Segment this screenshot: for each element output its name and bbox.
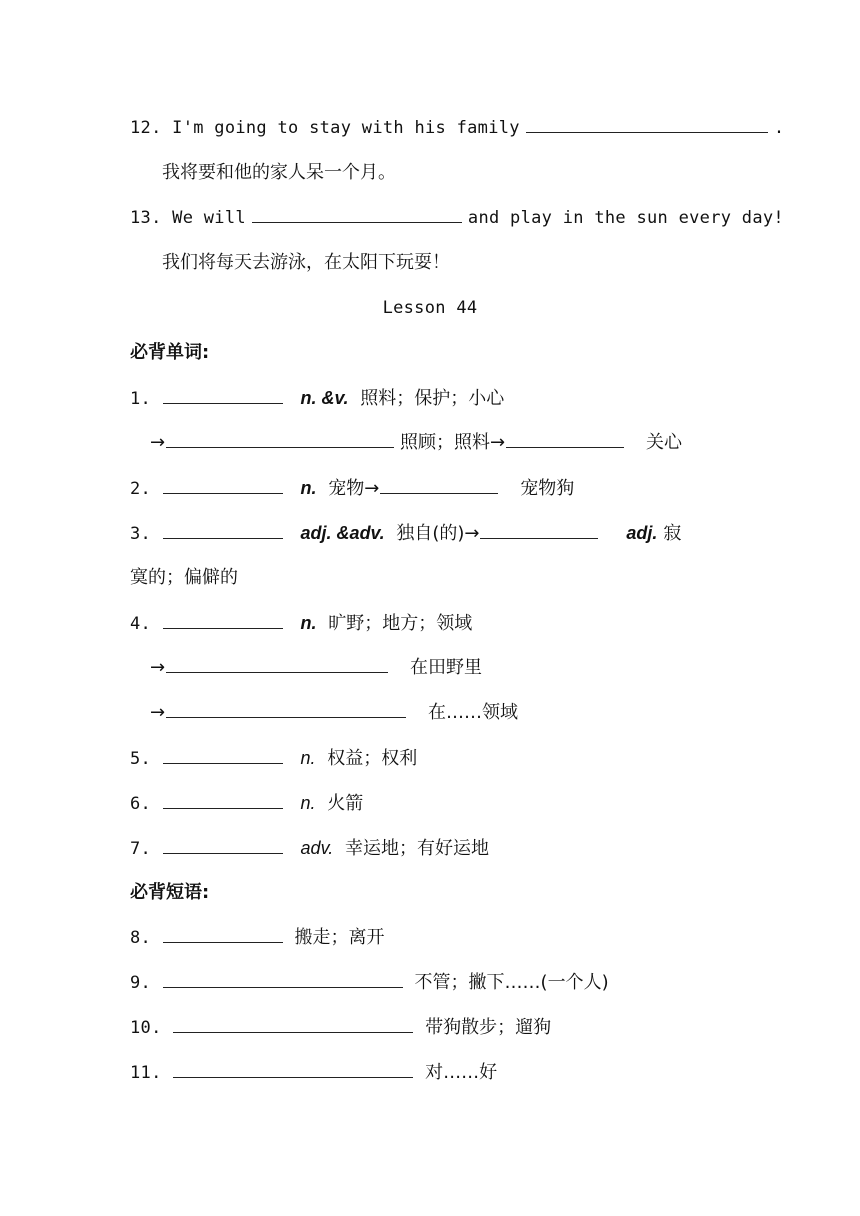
item-number: 8. <box>130 928 152 948</box>
phrase-item-8 <box>130 923 732 953</box>
phrase-meaning: 在……领域 <box>428 702 518 723</box>
part-of-speech: n. <box>300 748 316 768</box>
phrase-meaning: 不管；撇下……(一个人) <box>414 972 609 993</box>
item-number: 6. <box>130 794 152 814</box>
item-number: 7. <box>130 839 152 859</box>
exercise-12-translation: 我将要和他的家人呆一个月。 <box>162 162 396 183</box>
answer-blank[interactable] <box>163 924 283 943</box>
word-item-4-phrase-1 <box>150 653 732 683</box>
answer-blank[interactable] <box>163 520 283 539</box>
lesson-title: Lesson 44 <box>382 298 478 318</box>
word-item-3-continued: 寞的；偏僻的 <box>130 567 238 588</box>
answer-blank[interactable] <box>163 475 283 494</box>
sentence-prefix: We will <box>172 208 246 228</box>
part-of-speech: n. <box>300 613 317 633</box>
item-number: 13. <box>130 208 162 228</box>
word-meaning: 独自(的) <box>396 523 465 544</box>
section-heading-phrases: 必背短语: <box>130 882 210 903</box>
answer-blank[interactable] <box>173 1014 413 1033</box>
answer-blank[interactable] <box>526 114 768 133</box>
word-item-6 <box>130 788 732 818</box>
item-number: 5. <box>130 749 152 769</box>
section-heading-words: 必背单词: <box>130 342 210 363</box>
answer-blank[interactable] <box>163 385 283 404</box>
derivative-meaning: 照顾；照料 <box>400 432 490 453</box>
word-meaning: 寂 <box>663 523 682 544</box>
item-number: 2. <box>130 479 152 499</box>
answer-blank[interactable] <box>252 204 462 223</box>
sentence-suffix: . <box>773 118 785 138</box>
word-item-1 <box>130 383 732 413</box>
item-number: 3. <box>130 524 152 544</box>
item-number: 12. <box>130 118 162 138</box>
derivative-meaning: 关心 <box>646 432 682 453</box>
word-item-2 <box>130 473 732 503</box>
word-item-7 <box>130 833 732 863</box>
word-item-4-phrase-2 <box>150 698 732 728</box>
arrow-icon: → <box>150 432 166 453</box>
word-item-3 <box>130 518 732 548</box>
item-number: 9. <box>130 973 152 993</box>
sentence-prefix: I'm going to stay with his family <box>172 118 520 138</box>
answer-blank[interactable] <box>163 790 283 809</box>
item-number: 1. <box>130 389 152 409</box>
phrase-item-9 <box>130 968 732 998</box>
arrow-icon: → <box>364 478 380 499</box>
exercise-13 <box>130 203 784 233</box>
exercise-13-translation: 我们将每天去游泳，在太阳下玩耍！ <box>162 252 450 273</box>
answer-blank[interactable] <box>173 1059 413 1078</box>
answer-blank[interactable] <box>506 429 624 448</box>
derivative-meaning: 宠物狗 <box>520 478 575 499</box>
word-meaning: 权益；权利 <box>327 748 418 769</box>
phrase-item-10 <box>130 1013 732 1043</box>
answer-blank[interactable] <box>163 610 283 629</box>
part-of-speech: adj. <box>626 523 658 543</box>
answer-blank[interactable] <box>163 835 283 854</box>
part-of-speech: n. &v. <box>300 388 349 408</box>
exercise-12 <box>130 113 785 143</box>
answer-blank[interactable] <box>166 699 406 718</box>
answer-blank[interactable] <box>166 429 394 448</box>
answer-blank[interactable] <box>480 520 598 539</box>
phrase-meaning: 搬走；离开 <box>294 927 385 948</box>
arrow-icon: → <box>150 657 166 678</box>
answer-blank[interactable] <box>163 969 403 988</box>
item-number: 4. <box>130 614 152 634</box>
part-of-speech: n. <box>300 478 317 498</box>
arrow-icon: → <box>490 432 506 453</box>
part-of-speech: adj. &adv. <box>300 523 385 543</box>
word-meaning: 照料；保护；小心 <box>360 388 505 409</box>
phrase-item-11 <box>130 1058 732 1088</box>
word-meaning: 火箭 <box>327 793 364 814</box>
arrow-icon: → <box>150 702 166 723</box>
word-item-4 <box>130 608 732 638</box>
word-meaning: 宠物 <box>328 478 365 499</box>
word-meaning: 旷野；地方；领域 <box>328 613 473 634</box>
item-number: 10. <box>130 1018 162 1038</box>
part-of-speech: adv. <box>300 838 334 858</box>
answer-blank[interactable] <box>163 745 283 764</box>
item-number: 11. <box>130 1063 162 1083</box>
answer-blank[interactable] <box>380 475 498 494</box>
word-item-1-derivatives <box>150 428 732 458</box>
sentence-suffix: and play in the sun every day! <box>467 208 784 228</box>
answer-blank[interactable] <box>166 654 388 673</box>
word-item-5 <box>130 743 732 773</box>
phrase-meaning: 对……好 <box>425 1062 498 1083</box>
phrase-meaning: 在田野里 <box>410 657 482 678</box>
word-meaning: 幸运地；有好运地 <box>344 838 489 859</box>
arrow-icon: → <box>464 523 480 544</box>
phrase-meaning: 带狗散步；遛狗 <box>425 1017 552 1038</box>
part-of-speech: n. <box>300 793 316 813</box>
